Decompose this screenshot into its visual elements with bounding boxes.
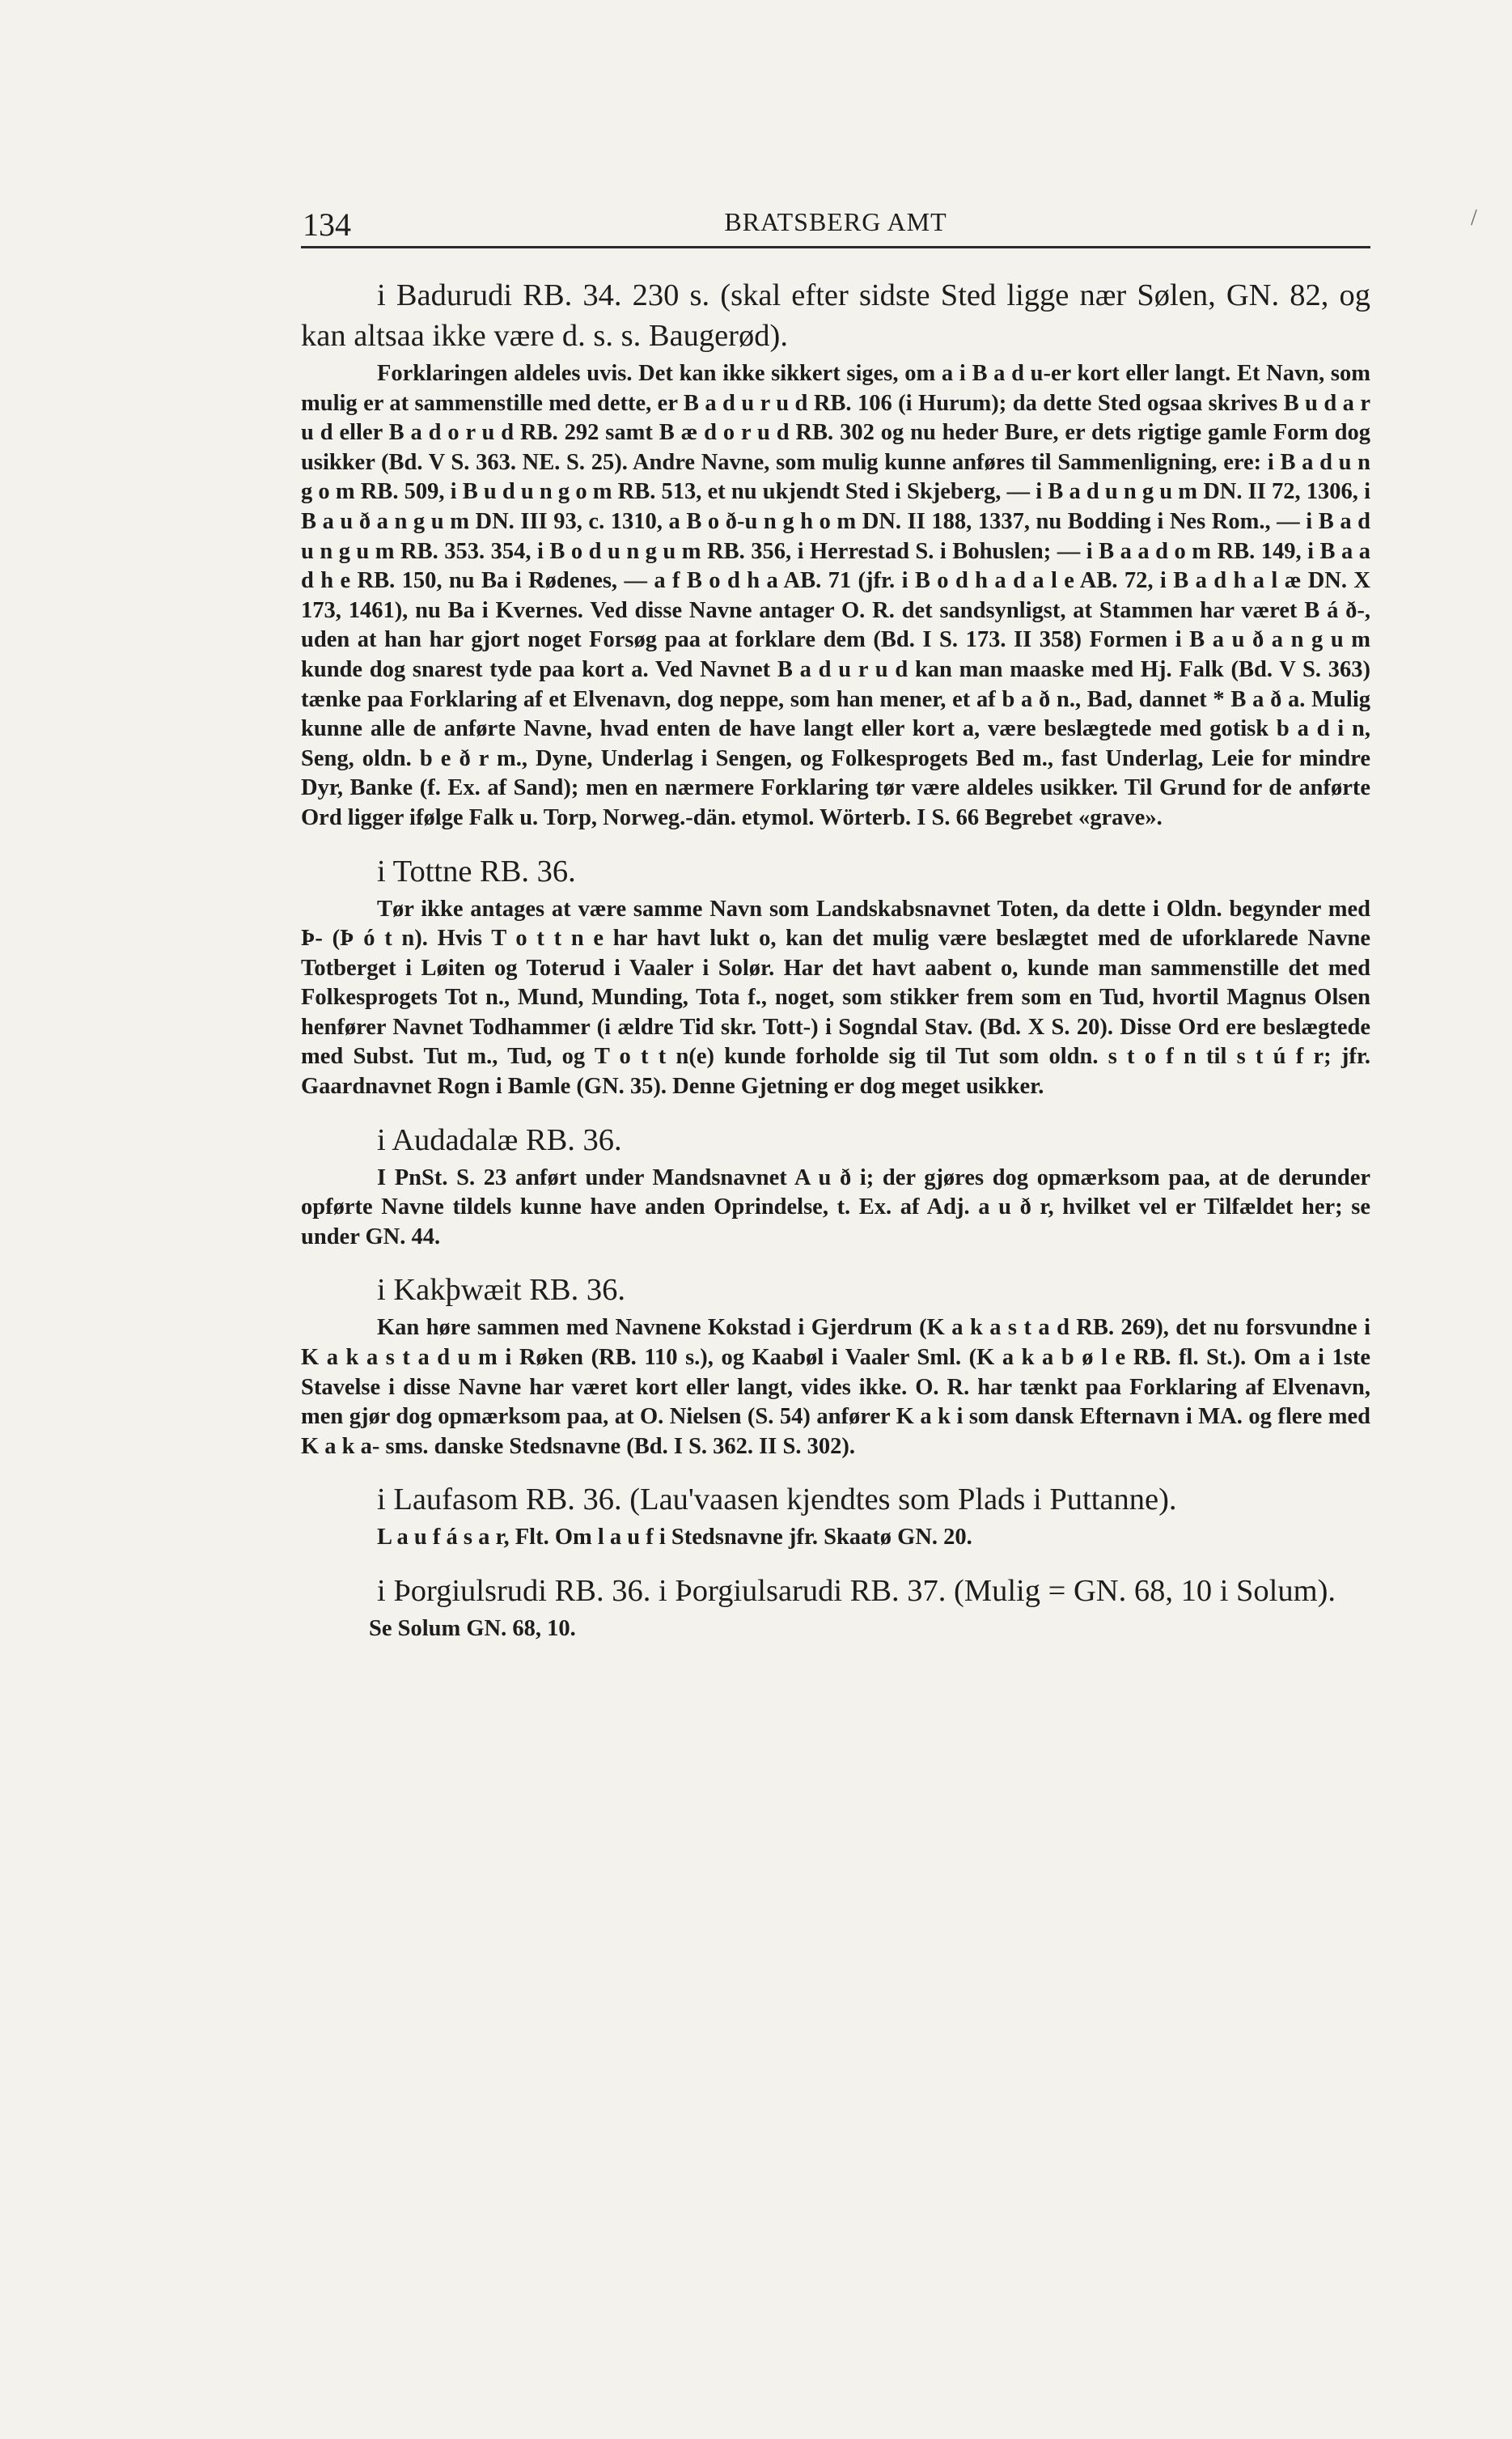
margin-mark: / <box>1471 206 1477 231</box>
entry-thorgiulsrudi <box>301 1571 1370 1644</box>
entry-tottne <box>301 851 1370 1102</box>
entry-laufasom <box>301 1479 1370 1553</box>
entry-audadalae <box>301 1120 1370 1253</box>
entry-badurudi <box>301 275 1370 834</box>
entry-commentary: Se Solum GN. 68, 10. <box>369 1616 576 1641</box>
entry-commentary: I PnSt. S. 23 anført under Mandsnavnet A u ð i; der gjøres dog opmærksom paa, at de derunder opførte Navne tildels kunne have anden Oprindelse, t. Ex. af Adj. a u ð r, hvilket vel er Tilfældet her; se under GN. 44. <box>301 1164 1370 1249</box>
entry-heading: i Þorgiulsrudi RB. 36. i Þorgiulsarudi RB. 37. (Mulig = GN. 68, 10 i Solum). <box>377 1574 1336 1608</box>
entry-commentary: Forklaringen aldeles uvis. Det kan ikke sikkert siges, om a i B a d u-er kort eller langt. Et Navn, som mulig er at sammenstille med dette, er B a d u r u d RB. 106 (i Hurum); da dette Sted ogsaa skrives B u d a r u d eller B a d o r u d RB. 292 samt B æ d o r u d RB. 302 og nu heder Bure, er dets rigtige gamle Form dog usikker (Bd. V S. 363. NE. S. 25). Andre Navne, som mulig kunne anføres til Sammenligning, ere: i B a d u n g o m RB. 509, i B u d u n g o m RB. 513, et nu ukjendt Sted i Skjeberg, — i B a d u n g u m DN. II 72, 1306, i B a u ð a n g u m DN. III 93, c. 1310, a B o ð-u n g h o m DN. II 188, 1337, nu Bodding i Nes Rom., — i B a d u n g u m RB. 353. 354, i B o d u n g u m RB. 356, i Herrestad S. i Bohuslen; — i B a a d o m RB. 149, i B a a d h e RB. 150, nu Ba i Rødenes, — a f B o d h a AB. 71 (jfr. i B o d h a d a l e AB. 72, i B a d h a l æ DN. X 173, 1461), nu Ba i Kvernes. Ved disse Navne antager O. R. det sandsynligst, at Stammen har været B á ð-, uden at han har gjort noget Forsøg paa at forklare dem (Bd. I S. 173. II 358) Formen i B a u ð a n g u m kunde dog snarest tyde paa kort a. Ved Navnet B a d u r u d kan man maaske med Hj. Falk (Bd. V S. 363) tænke paa Forklaring af et Elvenavn, dog neppe, som han mener, et af b a ð n., Bad, dannet * B a ð a. Mulig kunne alle de anførte Navne, hvad enten de have langt eller kort a, være beslægtede med gotisk b a d i n, Seng, oldn. b e ð r m., Dyne, Underlag i Sengen, og Folkesprogets Bed m., fast Underlag, Leie for mindre Dyr, Banke (f. Ex. af Sand); men en nærmere Forklaring tør være aldeles usikker. Til Grund for de anførte Ord ligger ifølge Falk u. Torp, Norweg.-dän. etymol. Wörterb. I S. 66 Begrebet «grave». <box>301 361 1370 830</box>
entry-commentary: Tør ikke antages at være samme Navn som Landskabsnavnet Toten, da dette i Oldn. begynder med Þ- (Þ ó t n). Hvis T o t t n e har havt lukt o, kan det mulig være beslægtet med de uforklarede Navne Totberget i Løiten og Toterud i Vaaler i Solør. Har det havt aabent o, kunde man sammenstille det med Folkesprogets Tot n., Mund, Munding, Tota f., noget, som stikker frem som en Tud, hvortil Magnus Olsen henfører Navnet Todhammer (i ældre Tid skr. Tott-) i Sogndal Stav. (Bd. X S. 20). Disse Ord ere beslægtede med Subst. Tut m., Tud, og T o t t n(e) kunde forholde sig til Tut som oldn. s t o f n til s t ú f r; jfr. Gaardnavnet Rogn i Bamle (GN. 35). Denne Gjetning er dog meget usikker. <box>301 896 1370 1100</box>
page-body <box>301 275 1370 1662</box>
running-head: BRATSBERG AMT <box>724 207 947 236</box>
entry-heading: i Laufasom RB. 36. (Lau'vaasen kjendtes som Plads i Puttanne). <box>377 1482 1177 1517</box>
entry-heading: i Audadalæ RB. 36. <box>377 1122 622 1157</box>
entry-commentary: Kan høre sammen med Navnene Kokstad i Gjerdrum (K a k a s t a d RB. 269), det nu forsvundne i K a k a s t a d u m i Røken (RB. 110 s.), og Kaabøl i Vaaler Sml. (K a k a b ø l e RB. fl. St.). Om a i 1ste Stavelse i disse Navne har været kort eller langt, vides ikke. O. R. har tænkt paa Forklaring af Elvenavn, men gjør dog opmærksom paa, at O. Nielsen (S. 54) anfører K a k i som dansk Efternavn i MA. og flere med K a k a- sms. danske Stedsnavne (Bd. I S. 362. II S. 302). <box>301 1315 1370 1459</box>
entry-heading: i Kakþwæit RB. 36. <box>377 1273 625 1308</box>
entry-heading: i Tottne RB. 36. <box>377 854 576 889</box>
entry-heading: i Badurudi RB. 34. 230 s. (skal efter sidste Sted ligge nær Sølen, GN. 82, og kan altsaa ikke være d. s. s. Baugerød). <box>301 278 1370 353</box>
entry-commentary: L a u f á s a r, Flt. Om l a u f i Stedsnavne jfr. Skaatø GN. 20. <box>377 1525 972 1550</box>
page-header <box>301 201 1370 248</box>
entry-kakthwaeit <box>301 1270 1370 1461</box>
page-number: 134 <box>303 206 351 243</box>
